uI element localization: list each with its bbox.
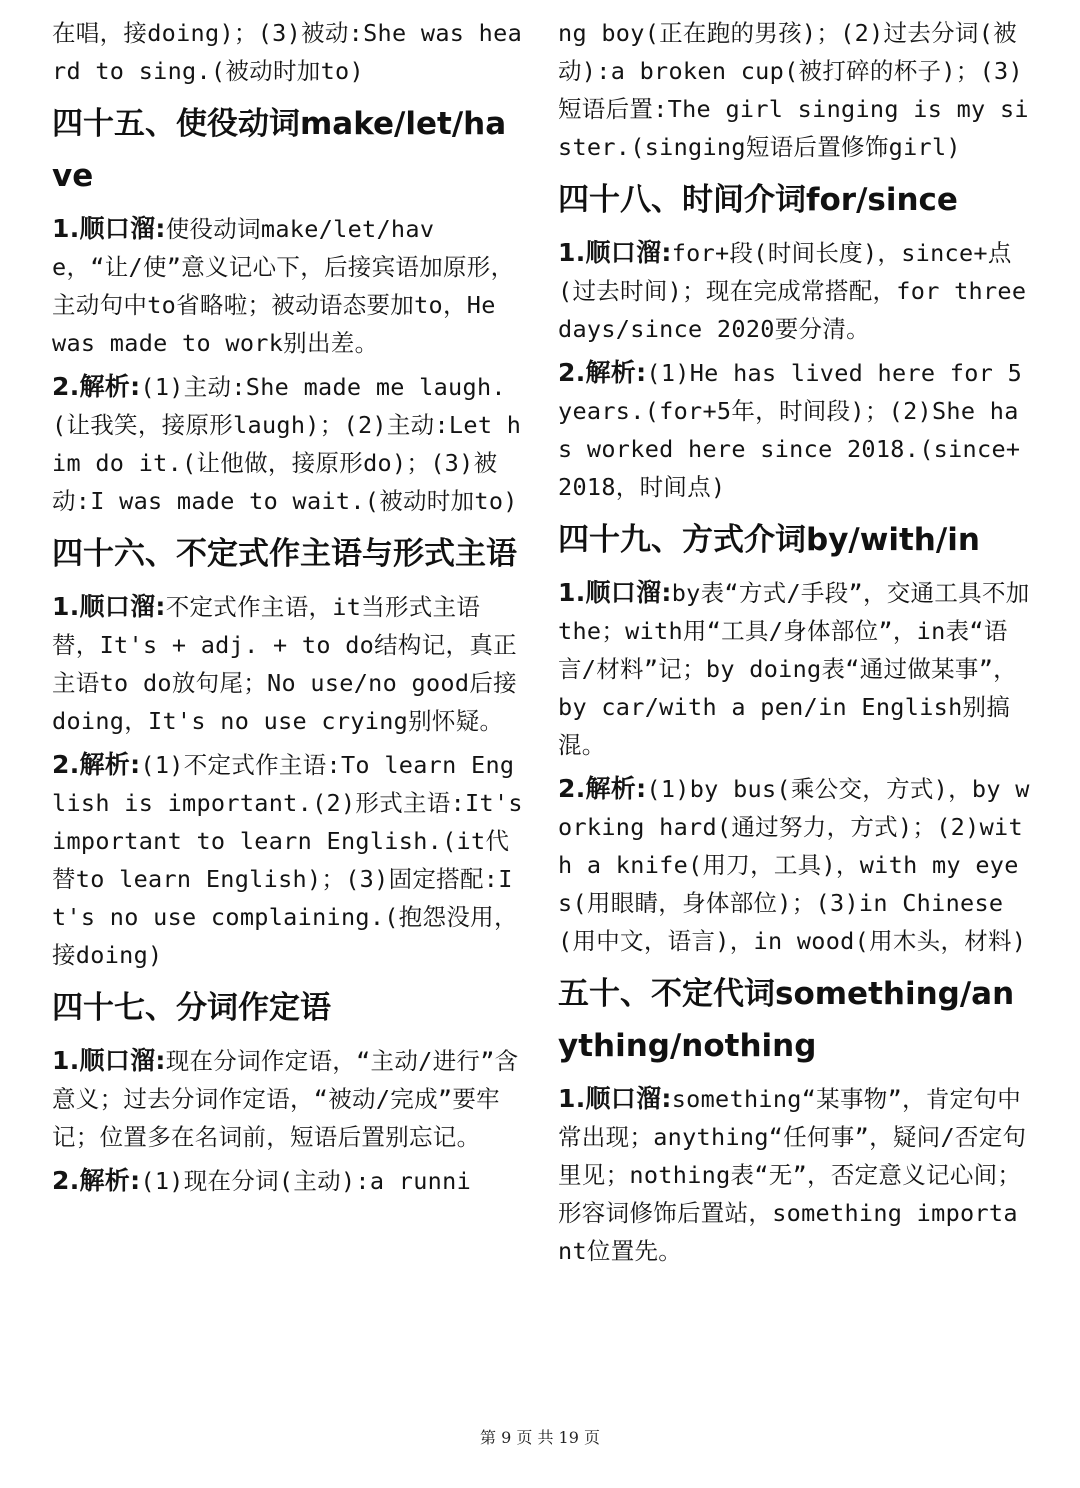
analysis-text: (1)主动:She made me laugh.(让我笑，接原形laugh)；(2)主动:Let him do it.(让他做，接原形do)；(3)被动:I was made to wait.(被动时加to) — [52, 373, 522, 515]
section-heading-47: 四十七、分词作定语 — [52, 990, 331, 1026]
analysis-label: 2.解析: — [558, 358, 647, 387]
section-heading-45: 四十五、使役动词make/let/have — [52, 106, 507, 194]
mnemonic-text: 现在分词作定语，“主动/进行”含意义；过去分词作定语，“被动/完成”要牢记；位置多在名词前，短语后置别忘记。 — [52, 1047, 519, 1151]
analysis-paragraph — [52, 368, 524, 520]
mnemonic-paragraph — [52, 588, 524, 740]
mnemonic-label: 1.顺口溜: — [52, 214, 166, 243]
mnemonic-paragraph — [558, 574, 1030, 764]
analysis-paragraph — [558, 354, 1030, 506]
mnemonic-label: 1.顺口溜: — [52, 1046, 166, 1075]
mnemonic-paragraph — [558, 1080, 1030, 1270]
mnemonic-text: for+段(时间长度)，since+点(过去时间)；现在完成常搭配，for three days/since 2020要分清。 — [558, 239, 1027, 343]
page-number-footer: 第 9 页 共 19 页 — [480, 1428, 600, 1447]
analysis-text: (1)He has lived here for 5 years.(for+5年，时间段)；(2)She has worked here since 2018.(since+2018，时间点) — [558, 359, 1023, 501]
mnemonic-label: 1.顺口溜: — [558, 578, 672, 607]
mnemonic-text: 使役动词make/let/have，“让/使”意义记心下，后接宾语加原形，主动句中to省略啦；被动语态要加to，He was made to work别出差。 — [52, 215, 515, 357]
analysis-paragraph — [52, 1162, 524, 1200]
analysis-paragraph — [52, 746, 524, 974]
section-heading-49: 四十九、方式介词by/with/in — [558, 522, 980, 558]
mnemonic-label: 1.顺口溜: — [558, 1084, 672, 1113]
mnemonic-paragraph — [52, 210, 524, 362]
mnemonic-text: by表“方式/手段”，交通工具不加the；with用“工具/身体部位”，in表“语言/材料”记；by doing表“通过做某事”，by car/with a pen/in English别搞混。 — [558, 579, 1030, 759]
analysis-text: (1)现在分词(主动):a runni — [140, 1167, 472, 1195]
analysis-text: (1)by bus(乘公交，方式)，by working hard(通过努力，方式)；(2)with a knife(用刀，工具)，with my eyes(用眼睛，身体部位)；(3)in Chinese(用中文，语言)，in wood(用木头，材料) — [558, 775, 1030, 955]
mnemonic-paragraph — [558, 234, 1030, 348]
mnemonic-paragraph — [52, 1042, 524, 1156]
analysis-text: (1)不定式作主语:To learn English is important.(2)形式主语:It's important to learn English.(it代替to learn English)；(3)固定搭配:It's no use complaining.(抱怨没用，接doing) — [52, 751, 523, 969]
mnemonic-text: 不定式作主语，it当形式主语替，It's + adj. + to do结构记，真正主语to do放句尾；No use/no good后接doing，It's no use crying别怀疑。 — [52, 593, 517, 735]
analysis-label: 2.解析: — [52, 1166, 141, 1195]
analysis-label: 2.解析: — [558, 774, 647, 803]
analysis-label: 2.解析: — [52, 750, 141, 779]
mnemonic-text: something“某事物”，肯定句中常出现；anything“任何事”，疑问/否定句里见；nothing表“无”，否定意义记心间；形容词修饰后置站，something important位置先。 — [558, 1085, 1027, 1265]
left-column — [52, 14, 524, 1200]
analysis-paragraph — [558, 770, 1030, 960]
section-heading-48: 四十八、时间介词for/since — [558, 182, 958, 218]
mnemonic-label: 1.顺口溜: — [52, 592, 166, 621]
section-heading-46: 四十六、不定式作主语与形式主语 — [52, 536, 517, 572]
right-column — [558, 14, 1030, 1270]
continuation-text: 在唱，接doing)；(3)被动:She was heard to sing.(被动时加to) — [52, 19, 523, 85]
analysis-label: 2.解析: — [52, 372, 141, 401]
section-heading-50: 五十、不定代词something/anything/nothing — [558, 976, 1015, 1064]
mnemonic-label: 1.顺口溜: — [558, 238, 672, 267]
continuation-text: ng boy(正在跑的男孩)；(2)过去分词(被动):a broken cup(被打碎的杯子)；(3)短语后置:The girl singing is my sister.(singing短语后置修饰girl) — [558, 19, 1029, 161]
